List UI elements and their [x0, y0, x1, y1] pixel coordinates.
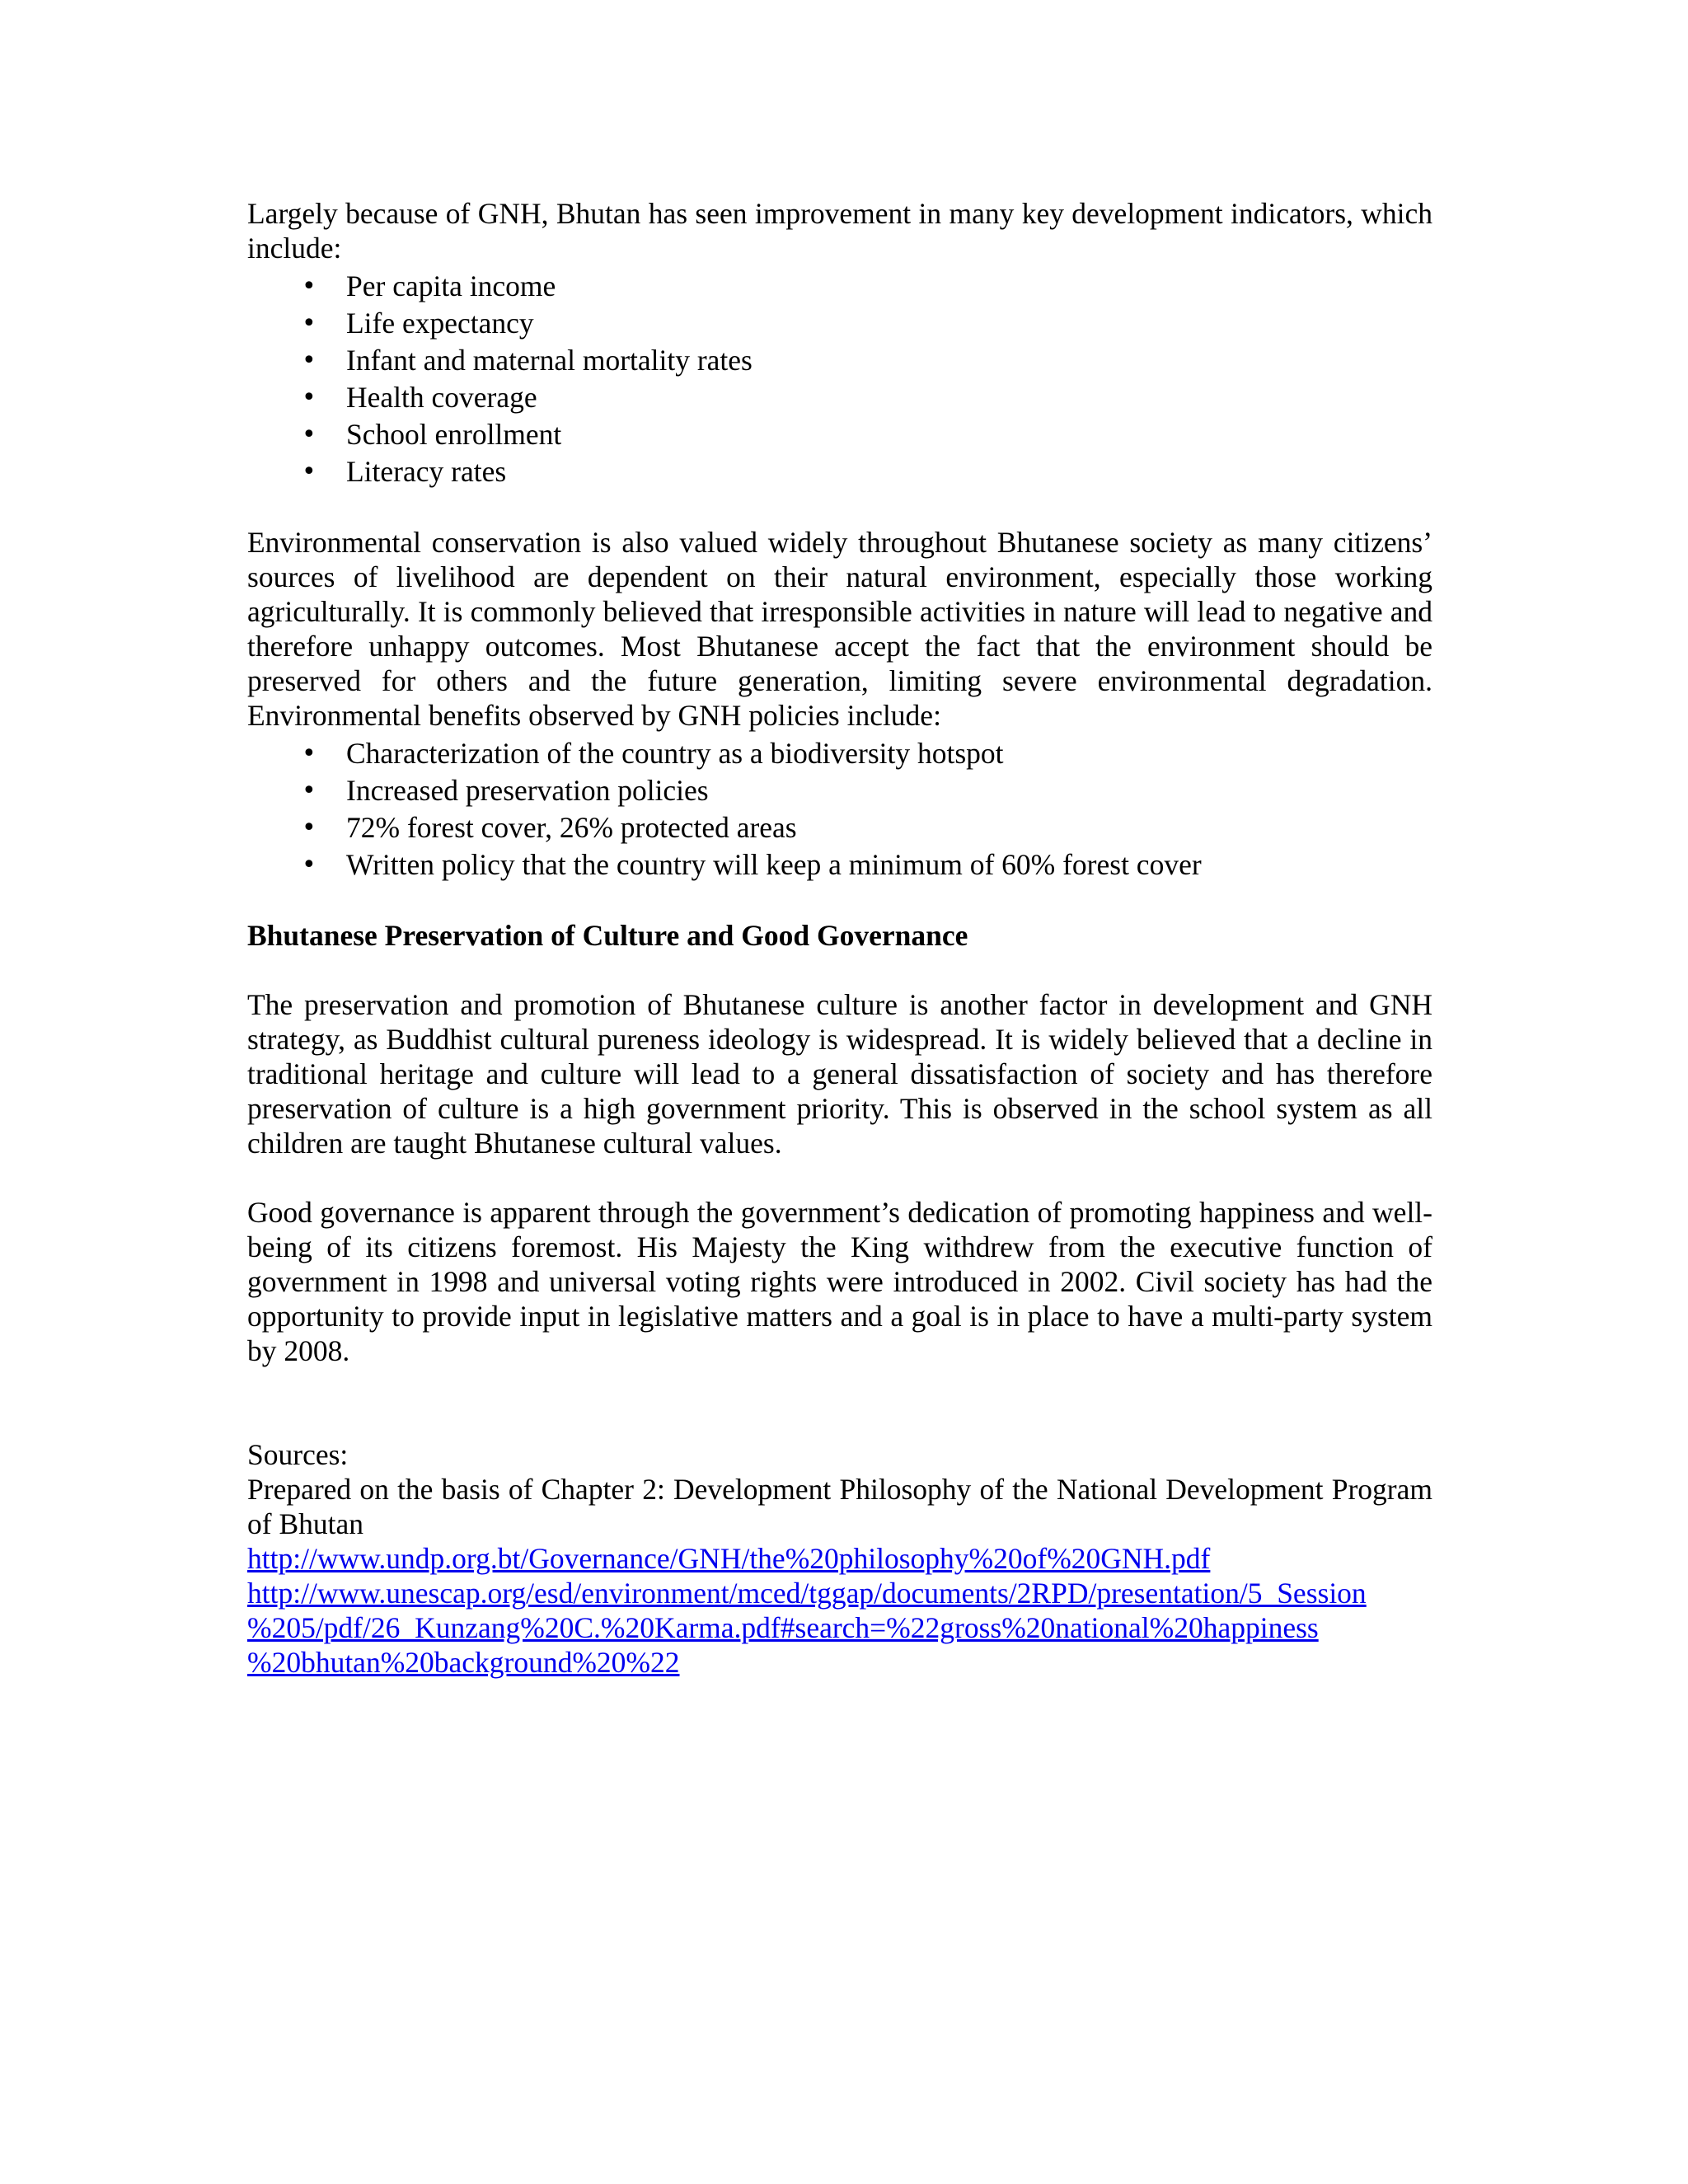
list-item: • Literacy rates	[247, 453, 1432, 490]
list-item: • Written policy that the country will keep a minimum of 60% forest cover	[247, 846, 1432, 883]
source-link-unescap-line-1[interactable]: http://www.unescap.org/esd/environment/mced/tggap/documents/2RPD/presentation/5_Session	[247, 1577, 1367, 1610]
bullet-icon: •	[302, 851, 316, 879]
bullet-icon: •	[302, 739, 316, 768]
bullet-icon: •	[302, 420, 316, 449]
list-item: • Life expectancy	[247, 305, 1432, 342]
sources-description: Prepared on the basis of Chapter 2: Development Philosophy of the National Development Program of Bhutan	[247, 1473, 1432, 1540]
list-item: • 72% forest cover, 26% protected areas	[247, 809, 1432, 846]
bullet-icon: •	[302, 457, 316, 486]
spacer	[247, 883, 1432, 918]
spacer	[247, 1160, 1432, 1195]
source-link-unescap-line-3[interactable]: %20bhutan%20background%20%22	[247, 1646, 680, 1679]
development-indicators-list	[247, 268, 1432, 490]
bullet-icon: •	[302, 383, 316, 412]
document-body	[247, 196, 1432, 1680]
bullet-icon: •	[302, 272, 316, 301]
sources-label: Sources:	[247, 1438, 349, 1471]
spacer	[247, 953, 1432, 987]
bullet-icon: •	[302, 776, 316, 805]
environment-paragraph: Environmental conservation is also valued widely throughout Bhutanese society as many citizens’ sources of livelihood are dependent on their natural environment, especially those working agriculturally. It is commonly believed that irresponsible activities in nature will lead to negative and therefore unhappy outcomes. Most Bhutanese accept the fact that the environment should be preserved for others and the future generation, limiting severe environmental degradation. Environmental benefits observed by GNH policies include:	[247, 526, 1432, 732]
intro-paragraph: Largely because of GNH, Bhutan has seen improvement in many key development indicators, which include:	[247, 197, 1432, 265]
bullet-icon: •	[302, 813, 316, 842]
list-item: • Characterization of the country as a biodiversity hotspot	[247, 735, 1432, 772]
source-link-unescap[interactable]	[247, 1576, 1432, 1680]
list-item: • School enrollment	[247, 416, 1432, 453]
list-item: • Infant and maternal mortality rates	[247, 342, 1432, 379]
spacer	[247, 1368, 1432, 1437]
governance-paragraph: Good governance is apparent through the government’s dedication of promoting happiness and well-being of its citizens foremost. His Majesty the King withdrew from the executive function of government in 1998 and universal voting rights were introduced in 2002. Civil society has had the opportunity to provide input in legislative matters and a goal is in place to have a multi-party system by 2008.	[247, 1196, 1432, 1367]
source-link-unescap-line-2[interactable]: %205/pdf/26_Kunzang%20C.%20Karma.pdf#search=%22gross%20national%20happiness	[247, 1611, 1319, 1644]
section-heading: Bhutanese Preservation of Culture and Good Governance	[247, 919, 968, 952]
culture-paragraph: The preservation and promotion of Bhutanese culture is another factor in development and GNH strategy, as Buddhist cultural pureness ideology is widespread. It is widely believed that a decline in traditional heritage and culture will lead to a general dissatisfaction of society and has therefore preservation of culture is a high government priority. This is observed in the school system as all children are taught Bhutanese cultural values.	[247, 988, 1432, 1160]
list-item: • Per capita income	[247, 268, 1432, 305]
source-link-undp[interactable]: http://www.undp.org.bt/Governance/GNH/the%20philosophy%20of%20GNH.pdf	[247, 1542, 1211, 1575]
list-item: • Health coverage	[247, 379, 1432, 416]
environmental-benefits-list	[247, 735, 1432, 883]
bullet-icon: •	[302, 346, 316, 375]
bullet-icon: •	[302, 309, 316, 338]
list-item: • Increased preservation policies	[247, 772, 1432, 809]
spacer	[247, 490, 1432, 525]
